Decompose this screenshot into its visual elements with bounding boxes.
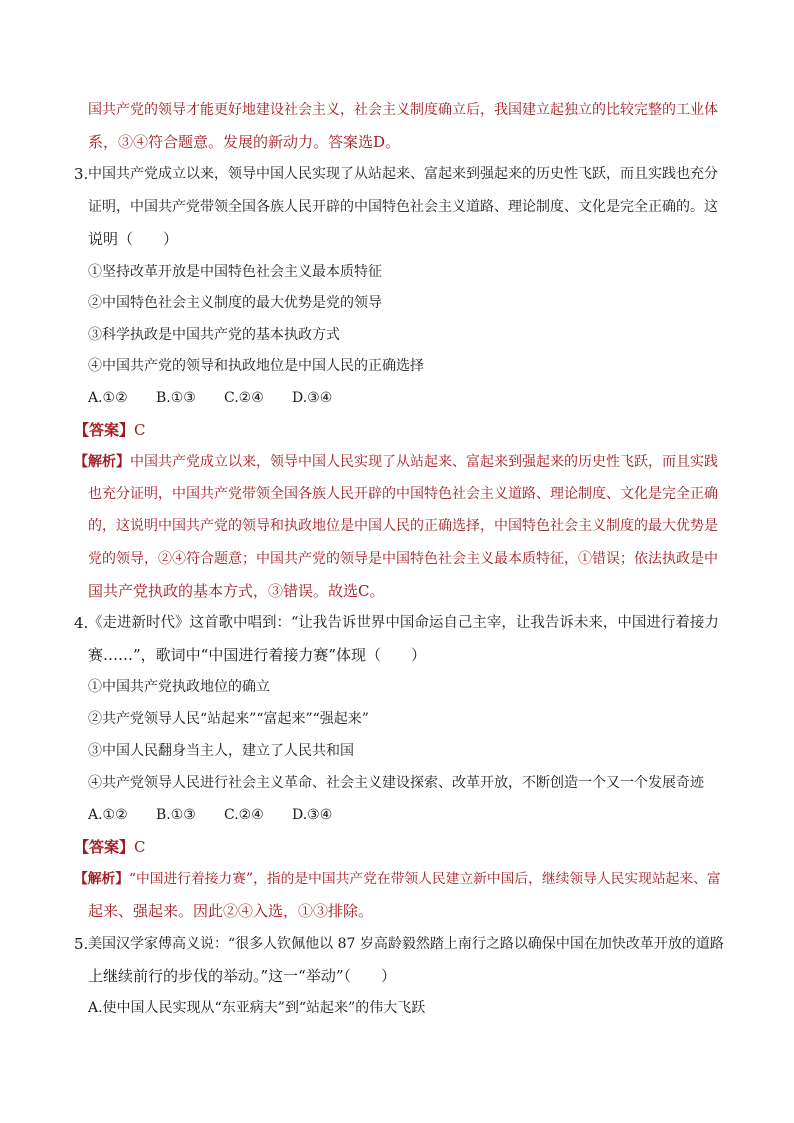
q3-analysis-tag: 【解析】 bbox=[74, 454, 130, 470]
q3-statement-1: ①坚持改革开放是中国特色社会主义最本质特征 bbox=[88, 264, 382, 280]
q4-option-b: B.①③ bbox=[156, 807, 196, 823]
q3-statement-4: ④中国共产党的领导和执政地位是中国人民的正确选择 bbox=[88, 358, 424, 374]
q3-analysis-line-4: 党的领导，②④符合题意；中国共产党的领导是中国特色社会主义最本质特征，①错误；依法执政是中 bbox=[88, 551, 718, 567]
q4-answer-tag: 【答案】 bbox=[74, 838, 135, 856]
q4-number: 4. bbox=[74, 614, 89, 632]
q4-statement-3: ③中国人民翻身当主人，建立了人民共和国 bbox=[88, 743, 354, 759]
q3-stem-line-3: 说明（ ） bbox=[88, 230, 179, 248]
q3-option-d: D.③④ bbox=[292, 390, 333, 406]
q3-stem-line-2: 证明，中国共产党带领全国各族人民开辟的中国特色社会主义道路、理论制度、文化是完全正确的。这 bbox=[88, 199, 718, 215]
q4-options bbox=[88, 805, 332, 825]
q4-option-d: D.③④ bbox=[292, 807, 333, 823]
q4-analysis-line-2: 起来、强起来。因此②④入选，①③排除。 bbox=[88, 902, 374, 920]
q4-analysis-tag: 【解析】 bbox=[74, 871, 130, 887]
q3-option-c: C.②④ bbox=[224, 390, 264, 406]
q3-answer-value: C bbox=[134, 421, 146, 439]
q3-answer bbox=[74, 420, 146, 440]
q3-statement-3: ③科学执政是中国共产党的基本执政方式 bbox=[88, 327, 340, 343]
q4-stem-line-2: 赛……”，歌词中“中国进行着接力赛”体现（ ） bbox=[88, 646, 427, 664]
q4-option-c: C.②④ bbox=[224, 807, 264, 823]
q4-analysis-line-1 bbox=[74, 869, 721, 889]
q3-analysis-line-3: 的，这说明中国共产党的领导和执政地位是中国人民的正确选择，中国特色社会主义制度的最大优势是 bbox=[88, 518, 718, 534]
q4-statement-2: ②共产党领导人民“站起来”“富起来”“强起来” bbox=[88, 711, 369, 727]
q3-number: 3. bbox=[74, 165, 89, 183]
q3-answer-tag: 【答案】 bbox=[74, 421, 135, 439]
prev-analysis-line-1: 国共产党的领导才能更好地建设社会主义，社会主义制度确立后，我国建立起独立的比较完整的工业体 bbox=[88, 102, 718, 118]
q4-statement-1: ①中国共产党执政地位的确立 bbox=[88, 679, 270, 695]
q3-analysis-line-2: 也充分证明，中国共产党带领全国各族人民开辟的中国特色社会主义道路、理论制度、文化是完全正确 bbox=[88, 486, 718, 502]
prev-analysis-line-2: 系，③④符合题意。发展的新动力。答案选D。 bbox=[88, 133, 401, 151]
q5-number: 5. bbox=[74, 935, 89, 953]
q4-analysis-text-1: “中国进行着接力赛”，指的是中国共产党在带领人民建立新中国后，继续领导人民实现站起来、富 bbox=[129, 871, 721, 887]
q4-answer bbox=[74, 837, 146, 857]
q5-stem-line-1: 美国汉学家傅高义说：“很多人钦佩他以 87 岁高龄毅然踏上南行之路以确保中国在加快改革开放的道路 bbox=[88, 936, 724, 952]
q4-answer-value: C bbox=[134, 838, 146, 856]
q3-analysis-line-1 bbox=[74, 452, 718, 472]
q3-options bbox=[88, 388, 332, 408]
q3-option-b: B.①③ bbox=[156, 390, 196, 406]
q5-stem-line-2: 上继续前行的步伐的举动。”这一“举动”（ ） bbox=[88, 967, 397, 985]
q3-analysis-line-5: 国共产党执政的基本方式，③错误。故选C。 bbox=[88, 582, 385, 600]
q4-option-a: A.①② bbox=[88, 807, 128, 823]
q3-option-a: A.①② bbox=[88, 390, 128, 406]
q3-stem-line-1: 中国共产党成立以来，领导中国人民实现了从站起来、富起来到强起来的历史性飞跃，而且实践也充分 bbox=[88, 166, 718, 182]
q4-stem-line-1: 《走进新时代》这首歌中唱到：“让我告诉世界中国命运自己主宰，让我告诉未来，中国进行着接力 bbox=[88, 615, 719, 631]
q5-option-a: A.使中国人民实现从“东亚病夫”到“站起来”的伟大飞跃 bbox=[88, 1000, 426, 1016]
q4-statement-4: ④共产党领导人民进行社会主义革命、社会主义建设探索、改革开放，不断创造一个又一个发展奇迹 bbox=[88, 775, 704, 791]
q3-analysis-text-1: 中国共产党成立以来，领导中国人民实现了从站起来、富起来到强起来的历史性飞跃，而且实践 bbox=[130, 454, 718, 470]
q3-statement-2: ②中国特色社会主义制度的最大优势是党的领导 bbox=[88, 295, 382, 311]
